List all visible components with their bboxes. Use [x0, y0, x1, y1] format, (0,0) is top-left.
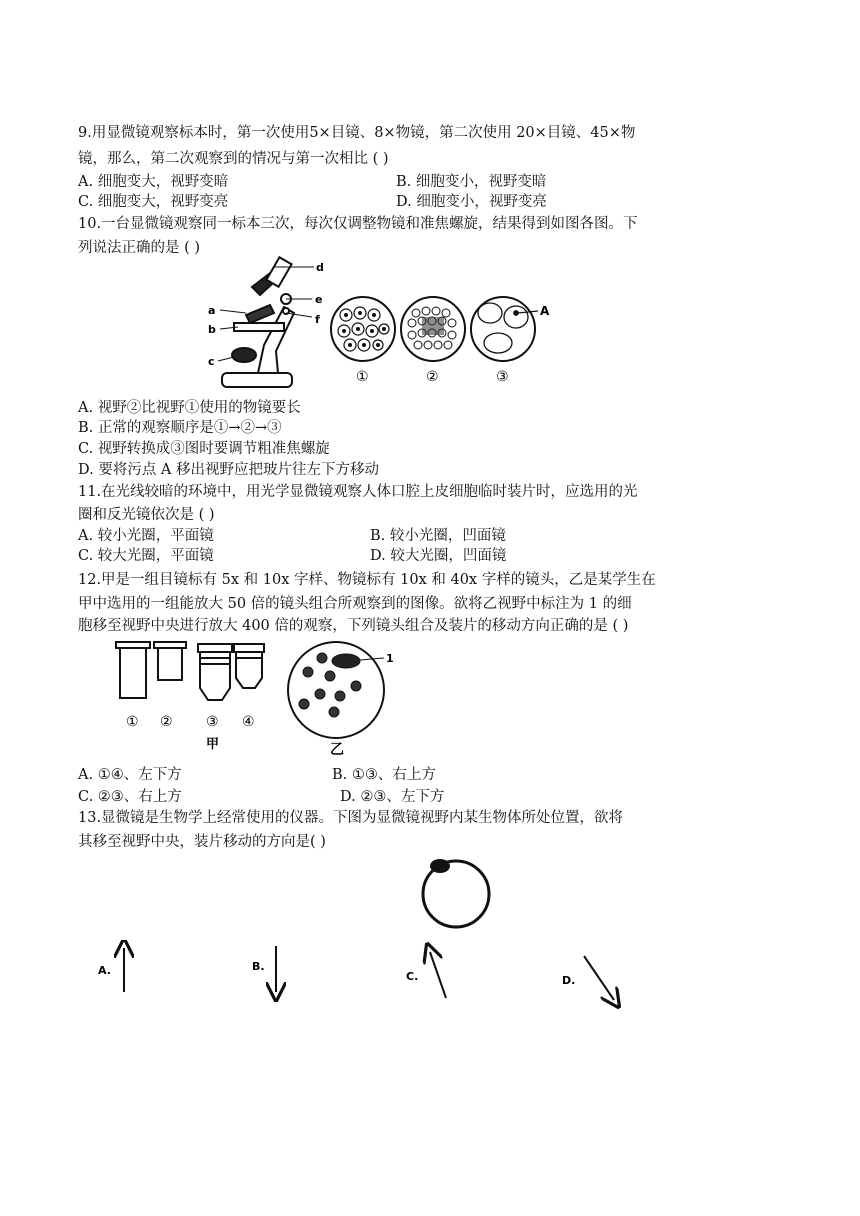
q12-stem-line-3: 胞移至视野中央进行放大 400 倍的观察，下列镜头组合及装片的移动方向正确的是 ( )	[78, 618, 629, 634]
lens-label-1: ①	[126, 714, 139, 730]
part-label-f: f	[315, 313, 320, 326]
stain-label-a: A	[540, 304, 550, 318]
q10-option-a: A. 视野②比视野①使用的物镜要长	[78, 400, 301, 416]
arrow-up-left-icon	[430, 952, 446, 998]
q11-option-d: D. 较大光圈，凹面镜	[370, 548, 507, 564]
arrow-label-d: D.	[562, 974, 576, 987]
field-of-view-yi	[288, 642, 384, 738]
q11-option-b: B. 较小光圈，凹面镜	[370, 528, 506, 544]
q9-option-d: D. 细胞变小，视野变亮	[396, 194, 547, 210]
q13-answer-arrows	[90, 940, 650, 1010]
arrow-label-b: B.	[252, 960, 265, 973]
organism-dot	[430, 859, 450, 873]
q10-stem-line-1: 10.一台显微镜观察同一标本三次，每次仅调整物镜和准焦螺旋，结果得到如图各图。下	[78, 216, 638, 232]
lens-label-2: ②	[160, 714, 173, 730]
microscope-drawing	[222, 257, 294, 387]
q13-field-of-view	[418, 852, 498, 932]
q9-stem-line-2: 镜，那么，第二次观察到的情况与第一次相比 ( )	[78, 151, 389, 167]
field-of-view-3	[471, 297, 538, 361]
field-of-view-2	[401, 297, 465, 361]
q10-option-b: B. 正常的观察顺序是①→②→③	[78, 420, 282, 436]
part-label-d: d	[316, 261, 324, 274]
arrow-label-c: C.	[406, 970, 419, 983]
q10-option-c: C. 视野转换成③图时要调节粗准焦螺旋	[78, 441, 330, 457]
part-label-a: a	[208, 304, 216, 317]
field-of-view-1	[331, 297, 395, 361]
view-label-3: ③	[496, 369, 509, 385]
q9-option-b: B. 细胞变小，视野变暗	[396, 174, 547, 190]
view-label-2: ②	[426, 369, 439, 385]
q12-option-c: C. ②③、右上方	[78, 789, 182, 805]
q9-stem-line-1: 9.用显微镜观察标本时，第一次使用5×目镜、8×物镜，第二次使用 20×目镜、45×物	[78, 125, 636, 141]
q12-figure	[108, 638, 398, 762]
label-yi: 乙	[330, 742, 344, 758]
q13-stem-line-2: 其移至视野中央，装片移动的方向是( )	[78, 834, 326, 850]
q9-option-a: A. 细胞变大，视野变暗	[78, 174, 229, 190]
q11-stem-line-1: 11.在光线较暗的环境中，用光学显微镜观察人体口腔上皮细胞临时装片时，应选用的光	[78, 484, 638, 500]
q11-option-a: A. 较小光圈，平面镜	[78, 528, 214, 544]
q11-option-c: C. 较大光圈，平面镜	[78, 548, 214, 564]
q12-option-b: B. ①③、右上方	[332, 767, 436, 783]
arrow-label-a: A.	[98, 964, 111, 977]
label-jia: 甲	[206, 737, 220, 752]
q13-stem-line-1: 13.显微镜是生物学上经常使用的仪器。下图为显微镜视野内某生物体所处位置，欲将	[78, 810, 624, 826]
q9-option-c: C. 细胞变大，视野变亮	[78, 194, 229, 210]
q10-option-d: D. 要将污点 A 移出视野应把玻片往左下方移动	[78, 462, 380, 478]
lens-set-jia	[116, 642, 264, 700]
q10-figure	[200, 255, 560, 395]
lens-label-3: ③	[206, 714, 219, 730]
part-label-e: e	[315, 293, 323, 306]
part-label-b: b	[208, 323, 216, 336]
q11-stem-line-2: 圈和反光镜依次是 ( )	[78, 507, 215, 523]
part-label-c: c	[208, 355, 215, 368]
q12-stem-line-1: 12.甲是一组目镜标有 5x 和 10x 字样、物镜标有 10x 和 40x 字样的镜头，乙是某学生在	[78, 572, 656, 588]
lens-label-4: ④	[242, 714, 255, 730]
q12-option-a: A. ①④、左下方	[78, 767, 182, 783]
cell-label-1: 1	[386, 652, 394, 665]
view-label-1: ①	[356, 369, 369, 385]
q12-stem-line-2: 甲中选用的一组能放大 50 倍的镜头组合所观察到的图像。欲将乙视野中标注为 1 的细	[78, 596, 632, 612]
arrow-down-right-icon	[584, 956, 614, 1000]
q12-option-d: D. ②③、左下方	[340, 789, 445, 805]
q10-stem-line-2: 列说法正确的是 ( )	[78, 240, 201, 256]
